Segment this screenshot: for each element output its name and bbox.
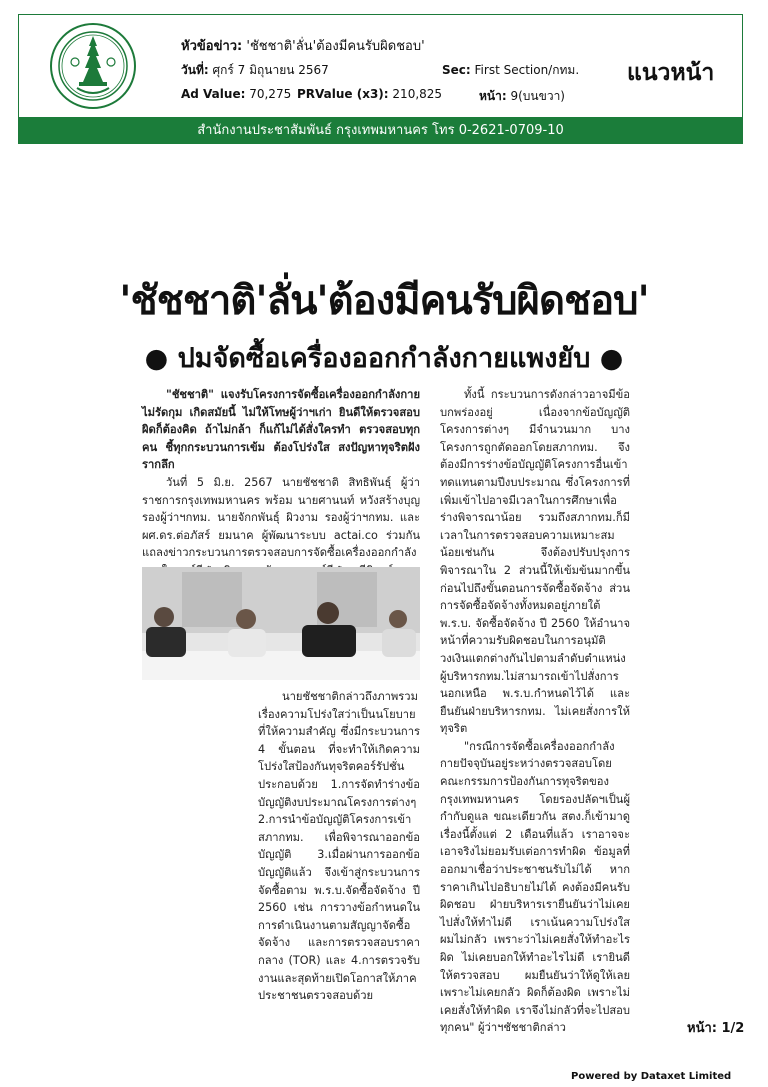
- headline-line: [181, 35, 425, 56]
- article-column-3: [440, 386, 630, 1037]
- press-conference-photo: [142, 567, 420, 680]
- date-line: [181, 61, 329, 80]
- sec-label: Sec:: [442, 63, 471, 77]
- article-lead: "ชัชชาติ" แจงรับโครงการจัดซื้อเครื่องออกกำลังกายไม่รัดกุม เกิดสมัยนี้ ไม่ให้โทษผู้ว่าฯเก่า ยินดีให้ตรวจสอบ ผิดก็ต้องคิด ถ้าไม่กล้า ก็แก้ไม่ได้สั่งใครทำ ตรวจสอบทุกคน ชี้ทุกกระบวนการเข้ม ต้องโปร่งใส สงปัญหาทุจริตฝังรากลึก: [142, 388, 420, 472]
- powered-by-text: Powered by Dataxet Limited: [571, 1071, 732, 1082]
- section-line: [442, 61, 579, 80]
- page-indicator: หน้า: 1/2: [687, 1021, 745, 1036]
- sec-value: First Section/กทม.: [474, 63, 580, 77]
- page-line: [479, 87, 565, 106]
- headline-value: 'ชัชชาติ'ลั่น'ต้องมีคนรับผิดชอบ': [246, 39, 425, 54]
- clipping-header: [18, 14, 743, 144]
- pr-value-label: PRValue (x3):: [297, 87, 389, 101]
- page-value: 9(บนขวา): [510, 89, 565, 103]
- article-paragraph: วันที่ 5 มิ.ย. 2567 นายชัชชาติ สิทธิพันธุ์ ผู้ว่าราชการกรุงเทพมหานคร พร้อม นายศานนท์ หวังสร้างบุญ รองผู้ว่าฯกทม. นายจักกพันธุ์ ผิวงาม รองผู้ว่าฯกทม. และ ผศ.ดร.ต่อภัสร์ ยมนาค ผู้พัฒนาระบบ actai.co ร่วมกันแถลงข่าวกระบวนการตรวจสอบการจัดซื้อเครื่องออกกำลัง: [142, 475, 420, 560]
- date-value: ศุกร์ 7 มิถุนายน 2567: [212, 63, 329, 77]
- headline-label: หัวข้อข่าว:: [181, 39, 243, 54]
- newspaper-name: แนวหน้า: [627, 60, 715, 86]
- ad-value-label: Ad Value:: [181, 87, 246, 101]
- article-headline: 'ชัชชาติ'ลั่น'ต้องมีคนรับผิดชอบ': [119, 277, 649, 324]
- date-label: วันที่:: [181, 63, 209, 77]
- bma-seal-logo: [49, 22, 137, 110]
- pr-value: 210,825: [392, 87, 443, 101]
- pr-value-line: [297, 87, 442, 101]
- article-paragraph: "กรณีการจัดซื้อเครื่องออกกำลังกายปัจจุบันอยู่ระหว่างตรวจสอบโดยคณะกรรมการป้องกันการทุจริตของกรุงเทพมหานคร โดยรองปลัดฯเป็นผู้กำกับดูแล ขณะเดียวกัน สตง.ก็เข้ามาดูเรื่องนี้ตั้งแต่ 2 เดือนที่แล้ว เราอาจจะเอาจริงไม่ยอมรับเต่อการทำผิด ข้อมูลที่ออกมาเชื่อว่าประชาชนรับไม่ได้ หากราคาเกินไปอธิบายไม่ได้ คงต้องมีคนรับผิดชอบ ฝ่ายบริหารเรายืนยันว่าไม่เคยไปสั่งให้ทำไม่ดี เราเน้นความโปร่งใส ผมไม่กลัว เพราะว่าไม่เคยสั่งให้ทำอะไรผิด ไม่เคยบอกให้ทำอะไรไม่ดี เรายินดีให้ตรวจสอบ ผมยืนยันว่าให้ดูให้เลย เพราะไม่เคยกลัว ผิดก็ต้องผิด เพราะไม่เคยสั่งให้ทำผิด เราจึงไม่กลัวที่จะไปสอบทุกคน" ผู้ว่าฯชัชชาติกล่าว: [440, 739, 630, 1035]
- ad-value-line: [181, 87, 291, 101]
- article-subhead: ● ปมจัดซื้อเครื่องออกกำลังกายแพงยับ ●: [144, 343, 624, 374]
- article-paragraph: ทั้งนี้ กระบวนการดังกล่าวอาจมีข้อบกพร่องอยู่ เนื่องจากข้อบัญญัติโครงการต่างๆ มีจำนวนมาก บางโครงการถูกตัดออกโดยสภากทม. จึงต้องมีการร่างข้อบัญญัติโครงการอื่นเข้าทดแทนตามปีงบประมาณ ซึ่งโครงการที่เพิ่มเข้าไปอาจมีเวลาในการศึกษาเพื่อร่างพิจารณาน้อย รวมถึงสภากทม.ก็มีเวลาในการตรวจสอบความเหมาะสมน้อยเช่นกัน จึงต้องปรับปรุงการพิจารณาใน 2 ส่วนนี้ให้เข้มข้นมากขึ้น ก่อนไปถึงขั้นตอนการจัดซื้อจัดจ้าง ส่วนการจัดซื้อจัดจ้างทั้งหมดอยู่ภายใต้ พ.ร.บ. จัดซื้อจัดจ้าง ปี 2560 ให้อำนาจหน้าที่ความรับผิดชอบในการอนุมัติวงเงินแตกต่างกันไปตามลำดับตำแหน่ง ผู้บริหารกทม.ไม่สามารถเข้าไปสั่งการนอกเหนือ พ.ร.บ.กำหนดไว้ได้ และยืนยันฝ่ายบริหารกทม. ไม่เคยสั่งการให้ทุจริต: [440, 388, 630, 736]
- ad-value: 70,275: [249, 87, 292, 101]
- article-paragraph: นายชัชชาติกล่าวถึงภาพรวม เรื่องความโปร่งใสว่าเป็นนโยบายที่ให้ความสำคัญ ซึ่งมีกระบวนการ 4 ขั้นตอน ที่จะทำให้เกิดความโปร่งใสป้องกันทุจริตคอร์รัปชั่น ประกอบด้วย 1.การจัดทำร่างข้อบัญญัติงบประมาณโครงการต่างๆ 2.การนำข้อบัญญัติโครงการเข้าสภากทม. เพื่อพิจารณาออกข้อบัญญัติ 3.เมื่อผ่านการออกข้อบัญญัติแล้ว จึงเข้าสู่กระบวนการจัดซื้อตาม พ.ร.บ.จัดซื้อจัดจ้าง ปี 2560 เช่น การวางข้อกำหนดในการดำเนินงานตามสัญญาจัดซื้อจัดจ้าง และการตรวจสอบราคากลาง (TOR) และ 4.การตรวจรับงานและสุดท้ายเปิดโอกาสให้ภาคประชาชนตรวจสอบด้วย: [258, 690, 420, 1003]
- header-info-area: [19, 15, 742, 117]
- contact-band: สำนักงานประชาสัมพันธ์ กรุงเทพมหานคร โทร 0-2621-0709-10: [19, 117, 742, 144]
- article-column-2: [258, 688, 420, 1005]
- page-label: หน้า:: [479, 89, 507, 103]
